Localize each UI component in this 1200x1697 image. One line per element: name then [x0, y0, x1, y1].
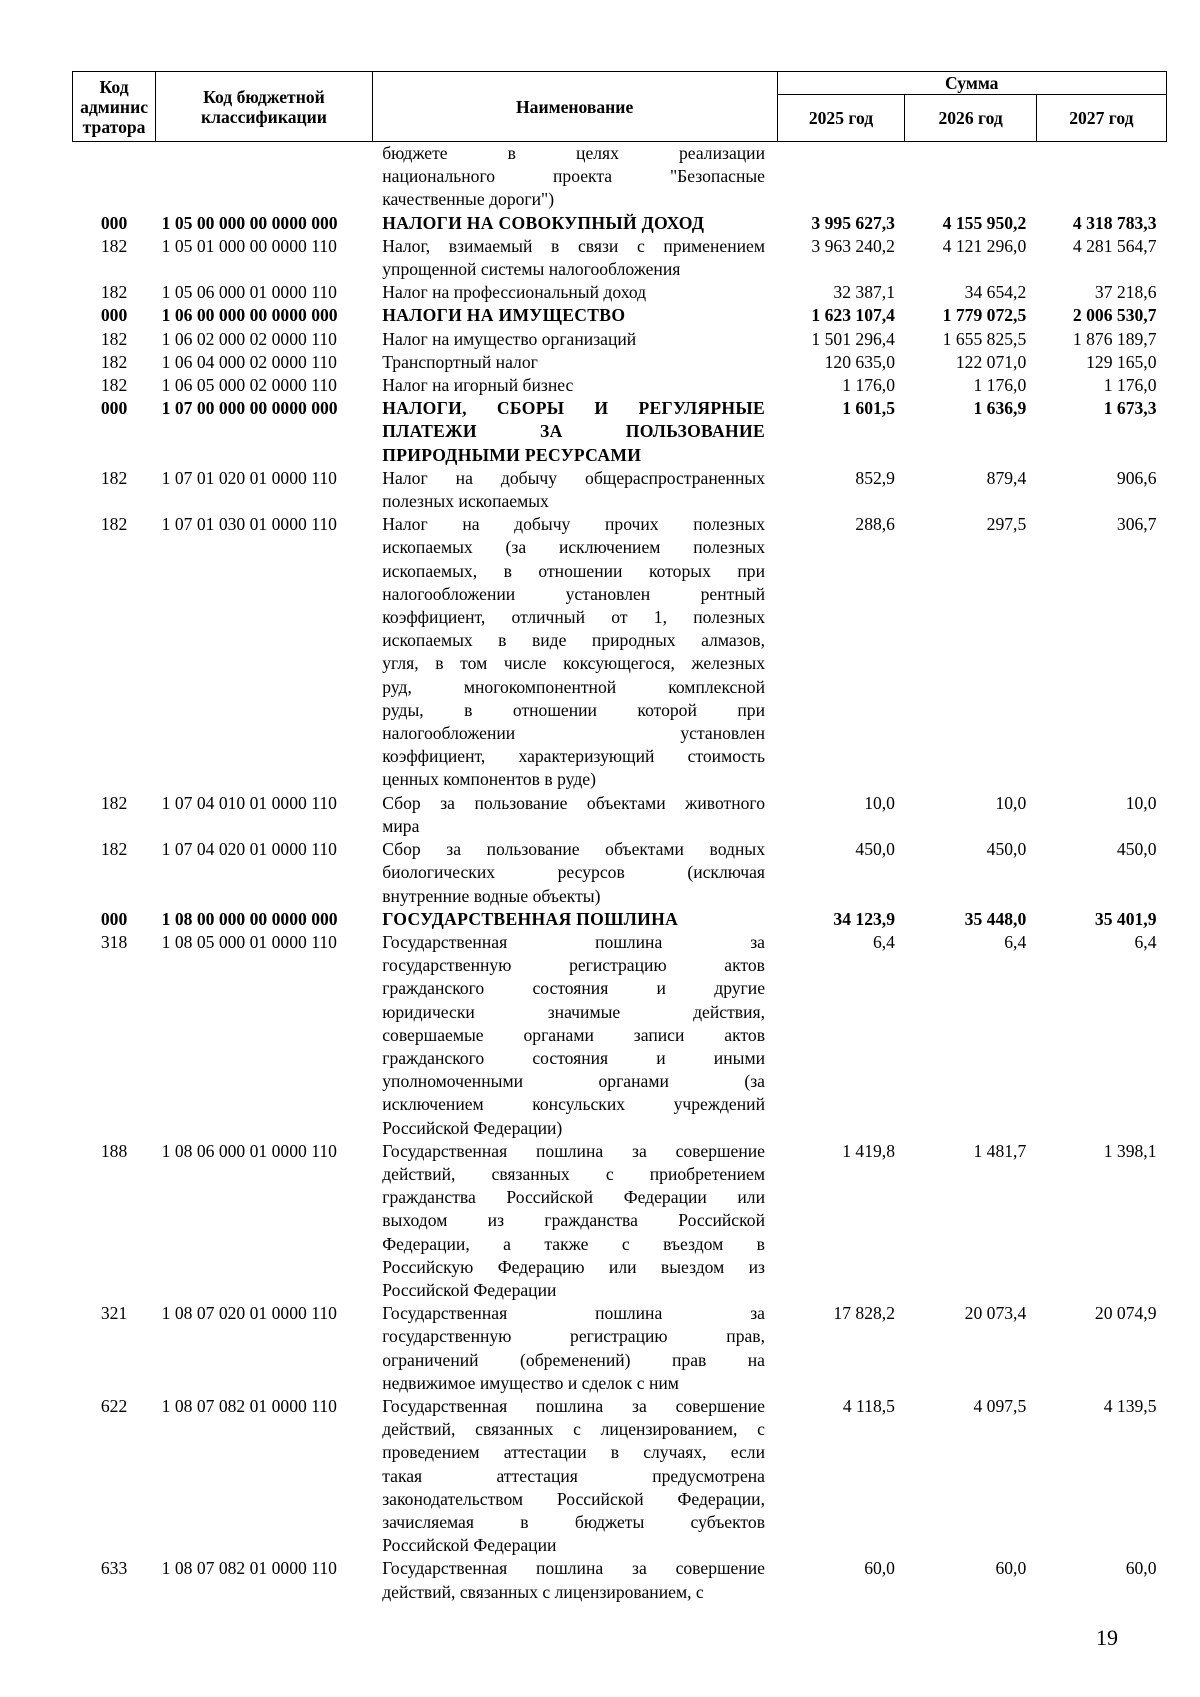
table-row — [73, 304, 1167, 327]
table-row — [73, 1557, 1167, 1603]
amount-2026-cell: 60,0 — [995, 1558, 1027, 1579]
amount-2027-cell — [1036, 142, 1166, 212]
name-cell — [372, 792, 777, 838]
table-row — [73, 351, 1167, 374]
name-cell — [372, 838, 777, 908]
name-cell — [372, 235, 777, 281]
name-line: Федерации, а также с въездом в — [382, 1233, 765, 1254]
amount-2025-cell: 288,6 — [855, 514, 895, 535]
name-line: бюджете в целях реализации — [382, 143, 765, 163]
name-cell — [372, 513, 777, 791]
amount-2027-cell: 4 139,5 — [1103, 1395, 1157, 1416]
name-line: Налог на игорный бизнес — [382, 375, 574, 396]
amount-2026-cell: 1 481,7 — [973, 1140, 1027, 1161]
table-body — [73, 142, 1167, 1604]
name-line: мира — [382, 815, 420, 836]
name-line: налогообложении установлен рентный — [382, 583, 765, 604]
name-line: налогообложении установлен — [382, 723, 765, 744]
kbk-code-cell: 1 07 04 020 01 0000 110 — [161, 839, 337, 860]
admin-code-cell: 633 — [100, 1558, 128, 1579]
amount-2027-cell: 306,7 — [1116, 514, 1157, 535]
name-cell — [372, 1302, 777, 1395]
name-line: гражданского состояния и другие — [382, 978, 765, 999]
name-line: коэффициент, отличный от 1, полезных — [382, 607, 765, 628]
kbk-code-cell: 1 08 07 082 01 0000 110 — [161, 1558, 337, 1579]
kbk-code-cell: 1 08 07 082 01 0000 110 — [161, 1395, 337, 1416]
name-line: Государственная пошлина за совершение — [382, 1558, 765, 1579]
amount-2025-cell: 4 118,5 — [842, 1395, 895, 1416]
header-admin-line: админис — [80, 96, 149, 117]
admin-code-cell — [73, 142, 156, 212]
name-line: биологических ресурсов (исключая — [382, 862, 765, 883]
name-line: гражданства Российской Федерации или — [382, 1187, 765, 1208]
name-line: Государственная пошлина за совершение — [382, 1140, 765, 1161]
amount-2025-cell: 1 419,8 — [842, 1140, 895, 1161]
name-cell — [372, 397, 777, 467]
name-line: государственную регистрацию прав, — [382, 1326, 765, 1347]
table-row — [73, 908, 1167, 931]
name-line: Налог на добычу прочих полезных — [382, 514, 765, 535]
name-line: ПЛАТЕЖИ ЗА ПОЛЬЗОВАНИЕ — [382, 421, 765, 442]
name-cell — [372, 374, 777, 397]
kbk-code-cell — [156, 142, 373, 212]
table-row — [73, 142, 1167, 212]
name-line: Российской Федерации — [382, 1279, 557, 1300]
name-line: Государственная пошлина за совершение — [382, 1395, 765, 1416]
name-line: полезных ископаемых — [382, 491, 549, 512]
amount-2026-cell: 1 636,9 — [973, 398, 1027, 419]
name-line: ископаемых (за исключением полезных — [382, 537, 765, 558]
amount-2026-cell: 4 155 950,2 — [942, 212, 1027, 233]
kbk-code-cell: 1 07 01 030 01 0000 110 — [161, 514, 337, 535]
name-line: НАЛОГИ НА СОВОКУПНЫЙ ДОХОД — [382, 212, 705, 233]
admin-code-cell: 182 — [100, 839, 128, 860]
table-row — [73, 1140, 1167, 1302]
name-line: Налог на имущество организаций — [382, 328, 637, 349]
amount-2026-cell: 122 071,0 — [955, 351, 1027, 372]
name-line: проведением аттестации в случаях, если — [382, 1442, 765, 1463]
amount-2026-cell: 450,0 — [986, 839, 1027, 860]
admin-code-cell: 182 — [100, 375, 128, 396]
amount-2027-cell: 1 673,3 — [1103, 398, 1157, 419]
name-line: такая аттестация предусмотрена — [382, 1465, 765, 1486]
amount-2026-cell: 1 655 825,5 — [942, 328, 1027, 349]
amount-2027-cell: 4 318 783,3 — [1072, 212, 1157, 233]
admin-code-cell: 000 — [100, 305, 128, 326]
amount-2027-cell: 10,0 — [1125, 792, 1157, 813]
name-cell — [372, 467, 777, 513]
table-row — [73, 374, 1167, 397]
admin-code-cell: 182 — [100, 514, 128, 535]
name-line: Российской Федерации) — [382, 1117, 563, 1138]
admin-code-cell: 318 — [100, 931, 128, 952]
kbk-code-cell: 1 06 00 000 00 0000 000 — [161, 305, 338, 326]
amount-2025-cell — [777, 142, 905, 212]
admin-code-cell: 182 — [100, 282, 128, 303]
table-row — [73, 792, 1167, 838]
amount-2027-cell: 37 218,6 — [1094, 282, 1157, 303]
amount-2027-cell: 1 398,1 — [1103, 1140, 1157, 1161]
header-admin-line: Код — [99, 76, 129, 97]
name-line: национального проекта "Безопасные — [382, 166, 765, 187]
amount-2025-cell: 10,0 — [864, 792, 895, 813]
amount-2025-cell: 1 176,0 — [842, 375, 895, 396]
kbk-code-cell: 1 06 02 000 02 0000 110 — [161, 328, 337, 349]
amount-2026-cell: 6,4 — [1004, 931, 1027, 952]
amount-2026-cell: 297,5 — [986, 514, 1027, 535]
table-row — [73, 397, 1167, 467]
amount-2027-cell: 4 281 564,7 — [1072, 235, 1157, 256]
amount-2027-cell: 60,0 — [1125, 1558, 1157, 1579]
header-year-2026: 2026 год — [905, 95, 1036, 142]
table-row — [73, 931, 1167, 1140]
name-line: исключением консульских учреждений — [382, 1094, 765, 1115]
table-row — [73, 838, 1167, 908]
admin-code-cell: 182 — [100, 235, 128, 256]
name-line: уполномоченными органами (за — [382, 1071, 765, 1092]
amount-2025-cell: 1 601,5 — [842, 398, 895, 419]
amount-2027-cell: 2 006 530,7 — [1072, 305, 1157, 326]
table-row — [73, 212, 1167, 235]
header-name: Наименование — [372, 72, 777, 142]
amount-2026-cell: 4 097,5 — [973, 1395, 1027, 1416]
name-line: государственную регистрацию актов — [382, 955, 765, 976]
kbk-code-cell: 1 06 04 000 02 0000 110 — [161, 351, 337, 372]
header-admin-code — [73, 72, 156, 142]
amount-2026-cell: 1 779 072,5 — [942, 305, 1027, 326]
amount-2026-cell: 10,0 — [995, 792, 1027, 813]
name-line: совершаемые органами записи актов — [382, 1024, 765, 1045]
name-cell — [372, 212, 777, 235]
admin-code-cell: 000 — [100, 908, 128, 929]
name-line: угля, в том числе коксующегося, железных — [382, 653, 765, 674]
name-line: действий, связанных с лицензированием, с — [382, 1419, 765, 1440]
kbk-code-cell: 1 05 01 000 00 0000 110 — [161, 235, 337, 256]
kbk-code-cell: 1 05 06 000 01 0000 110 — [161, 282, 337, 303]
amount-2026-cell: 20 073,4 — [964, 1303, 1027, 1324]
name-line: коэффициент, характеризующий стоимость — [382, 746, 765, 767]
table-row — [73, 328, 1167, 351]
amount-2027-cell: 1 876 189,7 — [1072, 328, 1157, 349]
header-kbk-line: Код бюджетной — [203, 86, 325, 107]
amount-2026-cell: 35 448,0 — [964, 908, 1027, 929]
header-year-2025: 2025 год — [777, 95, 905, 142]
kbk-code-cell: 1 08 07 020 01 0000 110 — [161, 1303, 337, 1324]
header-kbk — [156, 72, 373, 142]
name-line: действий, связанных с лицензированием, с — [382, 1581, 704, 1602]
amount-2026-cell: 4 121 296,0 — [942, 235, 1027, 256]
amount-2027-cell: 20 074,9 — [1094, 1303, 1157, 1324]
amount-2026-cell: 879,4 — [986, 467, 1027, 488]
admin-code-cell: 000 — [100, 212, 128, 233]
amount-2025-cell: 1 623 107,4 — [811, 305, 895, 326]
name-line: Государственная пошлина за — [382, 1303, 765, 1324]
amount-2026-cell: 34 654,2 — [964, 282, 1027, 303]
admin-code-cell: 622 — [100, 1395, 128, 1416]
amount-2025-cell: 852,9 — [855, 467, 895, 488]
name-line: недвижимое имущество и сделок с ним — [382, 1372, 679, 1393]
amount-2025-cell: 32 387,1 — [833, 282, 895, 303]
admin-code-cell: 000 — [100, 398, 128, 419]
amount-2027-cell: 1 176,0 — [1103, 375, 1157, 396]
name-line: Российской Федерации — [382, 1535, 557, 1556]
name-line: юридически значимые действия, — [382, 1001, 765, 1022]
name-line: выходом из гражданства Российской — [382, 1210, 765, 1231]
header-kbk-line: классификации — [200, 106, 327, 127]
name-cell — [372, 328, 777, 351]
name-line: НАЛОГИ, СБОРЫ И РЕГУЛЯРНЫЕ — [382, 398, 765, 419]
table-row — [73, 1395, 1167, 1557]
amount-2025-cell: 17 828,2 — [833, 1303, 895, 1324]
kbk-code-cell: 1 06 05 000 02 0000 110 — [161, 375, 337, 396]
name-line: Российскую Федерацию или выездом из — [382, 1256, 765, 1277]
amount-2027-cell: 6,4 — [1134, 931, 1157, 952]
table-row — [73, 1302, 1167, 1395]
kbk-code-cell: 1 08 00 000 00 0000 000 — [161, 908, 338, 929]
kbk-code-cell: 1 07 00 000 00 0000 000 — [161, 398, 338, 419]
name-line: Налог на профессиональный доход — [382, 282, 647, 303]
name-line: зачисляемая в бюджеты субъектов — [382, 1511, 765, 1532]
amount-2025-cell: 6,4 — [872, 931, 895, 952]
name-cell — [372, 908, 777, 931]
name-line: ископаемых в виде природных алмазов, — [382, 630, 765, 651]
kbk-code-cell: 1 07 04 010 01 0000 110 — [161, 792, 337, 813]
name-line: Государственная пошлина за — [382, 931, 765, 952]
name-cell — [372, 304, 777, 327]
name-cell — [372, 142, 777, 212]
admin-code-cell: 182 — [100, 792, 128, 813]
amount-2025-cell: 3 995 627,3 — [811, 212, 895, 233]
kbk-code-cell: 1 05 00 000 00 0000 000 — [161, 212, 338, 233]
table-row — [73, 281, 1167, 304]
admin-code-cell: 188 — [100, 1140, 128, 1161]
name-line: Налог на добычу общераспространенных — [382, 467, 765, 488]
header-admin-line: тратора — [82, 116, 146, 137]
amount-2027-cell: 129 165,0 — [1086, 351, 1157, 372]
amount-2025-cell: 3 963 240,2 — [811, 235, 895, 256]
amount-2027-cell: 450,0 — [1116, 839, 1157, 860]
name-line: качественные дороги") — [382, 189, 555, 210]
budget-table-page — [72, 71, 1167, 1604]
name-cell — [372, 351, 777, 374]
table-header — [73, 72, 1167, 142]
admin-code-cell: 321 — [100, 1303, 128, 1324]
name-line: Налог, взимаемый в связи с применением — [382, 235, 765, 256]
amount-2027-cell: 906,6 — [1116, 467, 1157, 488]
name-cell — [372, 281, 777, 304]
amount-2025-cell: 120 635,0 — [824, 351, 895, 372]
admin-code-cell: 182 — [100, 351, 128, 372]
name-cell — [372, 1395, 777, 1557]
header-year-2027: 2027 год — [1036, 95, 1166, 142]
amount-2027-cell: 35 401,9 — [1094, 908, 1157, 929]
name-line: НАЛОГИ НА ИМУЩЕСТВО — [382, 305, 626, 326]
table-row — [73, 513, 1167, 791]
page-number: 19 — [1096, 1625, 1118, 1650]
table-row — [73, 235, 1167, 281]
amount-2025-cell: 60,0 — [864, 1558, 895, 1579]
header-sum: Сумма — [777, 72, 1167, 95]
name-line: Сбор за пользование объектами животного — [382, 792, 765, 813]
name-line: ограничений (обременений) прав на — [382, 1349, 765, 1370]
kbk-code-cell: 1 07 01 020 01 0000 110 — [161, 467, 337, 488]
name-line: руды, в отношении которой при — [382, 699, 765, 720]
name-line: законодательством Российской Федерации, — [382, 1488, 765, 1509]
admin-code-cell: 182 — [100, 328, 128, 349]
amount-2025-cell: 1 501 296,4 — [811, 328, 895, 349]
name-line: Сбор за пользование объектами водных — [382, 839, 765, 860]
amount-2025-cell: 450,0 — [855, 839, 895, 860]
kbk-code-cell: 1 08 05 000 01 0000 110 — [161, 931, 337, 952]
name-cell — [372, 1140, 777, 1302]
amount-2025-cell: 34 123,9 — [833, 908, 895, 929]
budget-table — [72, 71, 1167, 1604]
name-line: ископаемых, в отношении которых при — [382, 560, 765, 581]
kbk-code-cell: 1 08 06 000 01 0000 110 — [161, 1140, 337, 1161]
name-line: ПРИРОДНЫМИ РЕСУРСАМИ — [382, 444, 642, 465]
name-line: Транспортный налог — [382, 351, 538, 372]
admin-code-cell: 182 — [100, 467, 128, 488]
amount-2026-cell: 1 176,0 — [973, 375, 1027, 396]
name-line: ценных компонентов в руде) — [382, 769, 596, 790]
name-line: руд, многокомпонентной комплексной — [382, 676, 765, 697]
name-line: упрощенной системы налогообложения — [382, 259, 681, 280]
table-row — [73, 467, 1167, 513]
name-cell — [372, 1557, 777, 1603]
amount-2026-cell — [905, 142, 1036, 212]
name-cell — [372, 931, 777, 1140]
name-line: ГОСУДАРСТВЕННАЯ ПОШЛИНА — [382, 908, 679, 929]
name-line: действий, связанных с приобретением — [382, 1163, 765, 1184]
name-line: гражданского состояния и иными — [382, 1047, 765, 1068]
name-line: внутренние водные объекты) — [382, 885, 601, 906]
